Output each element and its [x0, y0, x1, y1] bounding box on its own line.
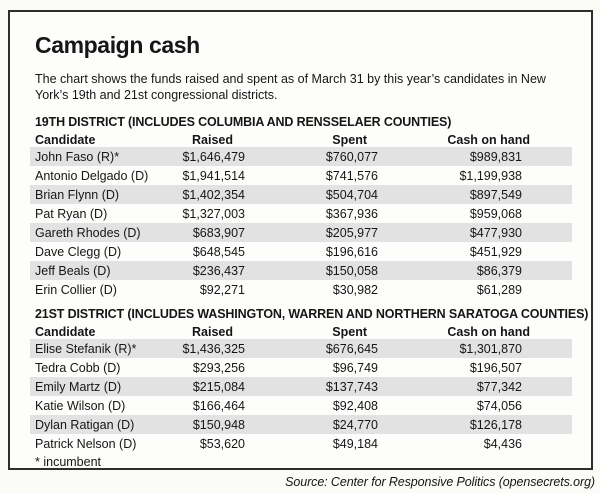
candidate-cell: Jeff Beals (D)	[30, 261, 155, 280]
chart-description: The chart shows the funds raised and spent as of March 31 by this year’s candidates in New York’s 19th and 21st congressional districts.	[35, 72, 546, 102]
raised-cell: $1,941,514	[182, 168, 245, 183]
spent-cell: $49,184	[332, 436, 378, 451]
district-19-title: 19TH DISTRICT (INCLUDES COLUMBIA AND RENSSELAER COUNTIES)	[35, 115, 452, 129]
source-credit: Source: Center for Responsive Politics (opensecrets.org)	[285, 475, 595, 489]
district-21-rows	[30, 339, 572, 453]
spent-cell: $760,077	[255, 147, 390, 166]
cash-on-hand-cell: $86,379	[390, 261, 572, 280]
district-21-table	[30, 322, 572, 453]
spent-cell: $30,982	[332, 282, 378, 297]
table-row	[30, 434, 572, 453]
table-row	[30, 280, 572, 299]
district-21-title: 21ST DISTRICT (INCLUDES WASHINGTON, WARREN AND NORTHERN SARATOGA COUNTIES)	[35, 307, 589, 321]
raised-cell: $1,436,325	[155, 339, 255, 358]
candidate-cell: Patrick Nelson (D)	[35, 436, 137, 451]
candidate-cell: John Faso (R)*	[30, 147, 155, 166]
raised-cell: $1,646,479	[155, 147, 255, 166]
table-row	[30, 396, 572, 415]
cash-on-hand-cell: $1,199,938	[459, 168, 522, 183]
candidate-cell: Brian Flynn (D)	[30, 185, 155, 204]
spent-cell: $96,749	[332, 360, 378, 375]
district-19-rows	[30, 147, 572, 299]
column-header-cash-on-hand: Cash on hand	[447, 325, 530, 339]
cash-on-hand-cell: $897,549	[390, 185, 572, 204]
district-21-section	[35, 307, 589, 453]
cash-on-hand-cell: $77,342	[390, 377, 572, 396]
cash-on-hand-cell: $74,056	[476, 398, 522, 413]
candidate-cell: Pat Ryan (D)	[35, 206, 108, 221]
table-row	[30, 358, 572, 377]
candidate-cell: Dave Clegg (D)	[35, 244, 122, 259]
raised-cell: $53,620	[199, 436, 245, 451]
column-header-raised: Raised	[192, 325, 233, 339]
raised-cell: $293,256	[192, 360, 245, 375]
raised-cell: $150,948	[155, 415, 255, 434]
column-header-spent: Spent	[332, 325, 367, 339]
spent-cell: $205,977	[255, 223, 390, 242]
cash-on-hand-cell: $959,068	[469, 206, 522, 221]
raised-cell: $92,271	[199, 282, 245, 297]
campaign-cash-panel	[8, 10, 593, 470]
spent-cell: $741,576	[325, 168, 378, 183]
spent-cell: $150,058	[255, 261, 390, 280]
incumbent-footnote: * incumbent	[35, 455, 102, 469]
table-row	[30, 204, 572, 223]
table-row	[30, 339, 572, 358]
candidate-cell: Elise Stefanik (R)*	[30, 339, 155, 358]
spent-cell: $367,936	[325, 206, 378, 221]
raised-cell: $215,084	[155, 377, 255, 396]
candidate-cell: Antonio Delgado (D)	[35, 168, 149, 183]
candidate-cell: Dylan Ratigan (D)	[30, 415, 155, 434]
cash-on-hand-cell: $1,301,870	[390, 339, 572, 358]
candidate-cell: Erin Collier (D)	[35, 282, 117, 297]
candidate-cell: Gareth Rhodes (D)	[30, 223, 155, 242]
cash-on-hand-cell: $477,930	[390, 223, 572, 242]
raised-cell: $1,327,003	[182, 206, 245, 221]
spent-cell: $504,704	[255, 185, 390, 204]
spent-cell: $92,408	[332, 398, 378, 413]
table-row	[30, 242, 572, 261]
cash-on-hand-cell: $126,178	[390, 415, 572, 434]
column-header-cash-on-hand: Cash on hand	[447, 133, 530, 147]
table-header-row	[30, 130, 572, 147]
candidate-cell: Tedra Cobb (D)	[35, 360, 121, 375]
cash-on-hand-cell: $989,831	[390, 147, 572, 166]
column-header-candidate: Candidate	[35, 325, 96, 339]
table-row	[30, 261, 572, 280]
column-header-candidate: Candidate	[35, 133, 96, 147]
page-title: Campaign cash	[35, 32, 200, 58]
candidate-cell: Katie Wilson (D)	[35, 398, 126, 413]
column-header-spent: Spent	[332, 133, 367, 147]
table-row	[30, 185, 572, 204]
spent-cell: $24,770	[255, 415, 390, 434]
spent-cell: $676,645	[255, 339, 390, 358]
table-row	[30, 415, 572, 434]
raised-cell: $648,545	[192, 244, 245, 259]
district-19-section	[35, 115, 575, 299]
district-19-table	[30, 130, 572, 299]
spent-cell: $137,743	[255, 377, 390, 396]
candidate-cell: Emily Martz (D)	[30, 377, 155, 396]
raised-cell: $236,437	[155, 261, 255, 280]
raised-cell: $1,402,354	[155, 185, 255, 204]
table-row	[30, 166, 572, 185]
spent-cell: $196,616	[325, 244, 378, 259]
column-header-raised: Raised	[192, 133, 233, 147]
table-header-row	[30, 322, 572, 339]
cash-on-hand-cell: $61,289	[476, 282, 522, 297]
raised-cell: $683,907	[155, 223, 255, 242]
table-row	[30, 147, 572, 166]
raised-cell: $166,464	[192, 398, 245, 413]
cash-on-hand-cell: $451,929	[469, 244, 522, 259]
cash-on-hand-cell: $196,507	[469, 360, 522, 375]
cash-on-hand-cell: $4,436	[483, 436, 522, 451]
table-row	[30, 377, 572, 396]
table-row	[30, 223, 572, 242]
